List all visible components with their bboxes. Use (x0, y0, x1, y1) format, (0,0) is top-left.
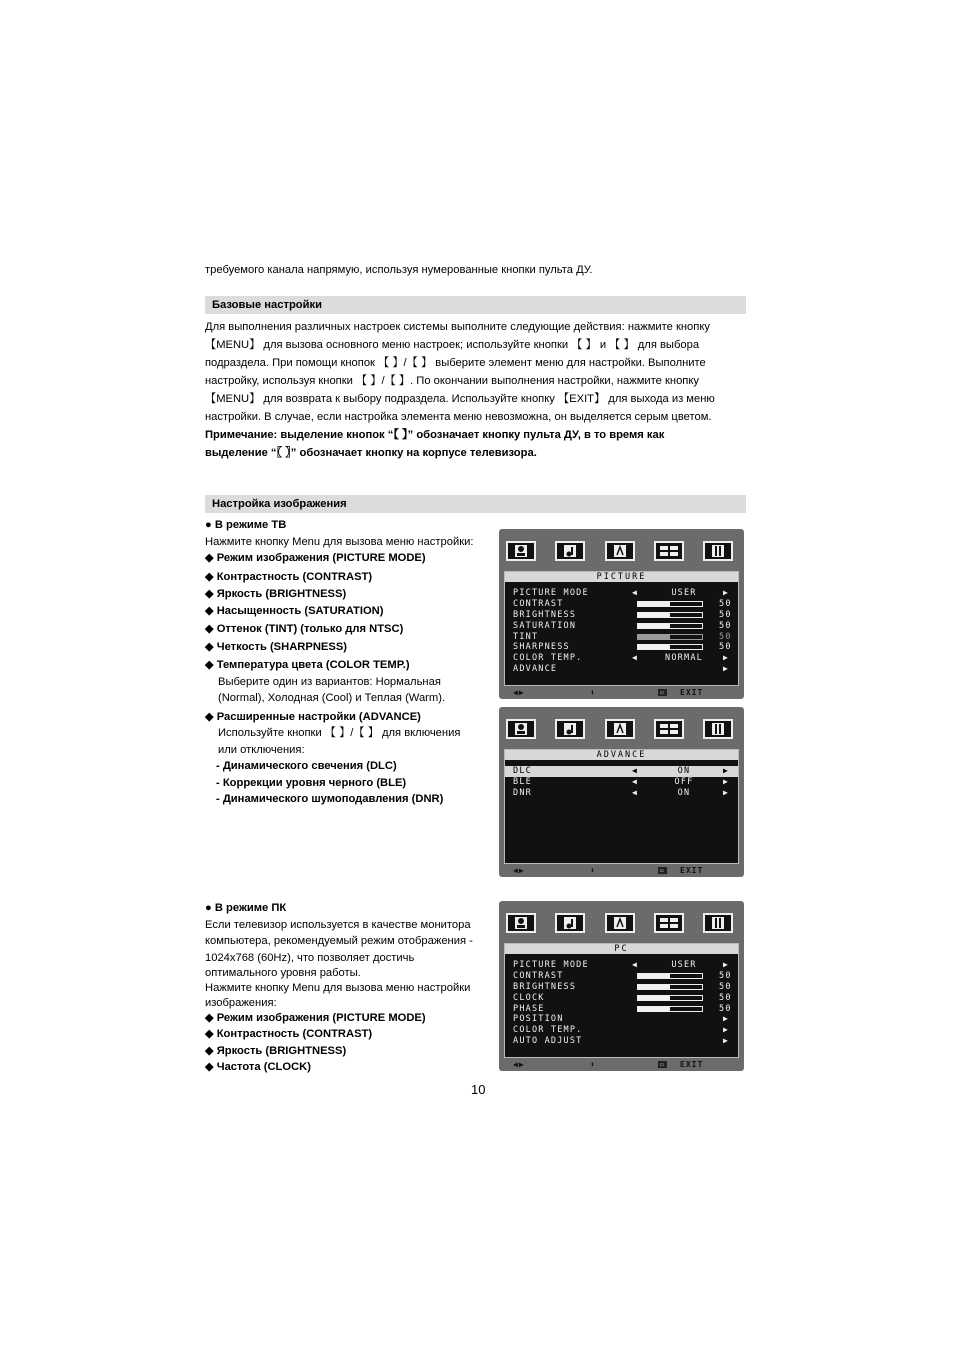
sub-item: - Динамического свечения (DLC) (216, 760, 397, 772)
list-item: ◆ Частота (CLOCK) (205, 1061, 311, 1073)
sub-item: - Динамического шумоподавления (DNR) (216, 793, 444, 805)
osd-title: ADVANCE (505, 750, 738, 760)
tv-mode-list (205, 517, 500, 808)
osd-menu-row[interactable] (505, 642, 738, 653)
osd-row-label: CLOCK (513, 992, 545, 1003)
section-title: Базовые настройки (212, 299, 322, 311)
setup-tab-icon[interactable] (703, 541, 733, 561)
osd-row-label: BRIGHTNESS (513, 981, 577, 992)
osd-slider[interactable] (637, 984, 703, 990)
sub-item: - Коррекции уровня черного (BLE) (216, 776, 407, 789)
right-arrow-icon[interactable]: ▶ (723, 1025, 730, 1035)
osd-menu-row[interactable] (505, 610, 738, 621)
list-item: ◆ Температура цвета (COLOR TEMP.) (205, 659, 410, 671)
note-line: Примечание: выделение кнопок “【 】” обозначает кнопку пульта ДУ, в то время как (205, 429, 665, 441)
osd-slider-fill (638, 985, 670, 989)
osd-footer (504, 865, 739, 876)
right-arrow-icon[interactable]: ▶ (723, 588, 730, 597)
picture-tab-icon[interactable] (506, 719, 536, 739)
pc-desc-line: компьютера, рекомендуемый режим отображения - (205, 935, 473, 947)
osd-menu-row[interactable] (505, 993, 738, 1004)
osd-menu-row[interactable] (505, 777, 738, 788)
osd-slider[interactable] (637, 634, 703, 640)
right-arrow-icon[interactable]: ▶ (723, 1036, 730, 1046)
pc-desc-line: изображения: (205, 996, 277, 1009)
paragraph-line: настройку, используя кнопки 【 】/【 】. По окончании выполнения настройки, нажмите кнопку (205, 375, 699, 387)
osd-menu-row[interactable] (505, 664, 738, 675)
section-header-basic (205, 296, 746, 314)
osd-tab-bar (499, 901, 744, 945)
osd-slider-value: 50 (719, 1003, 732, 1014)
osd-footer (504, 687, 739, 698)
osd-slider-value: 50 (719, 631, 732, 642)
right-arrow-icon[interactable]: ▶ (723, 960, 730, 969)
list-item: ◆ Контрастность (CONTRAST) (205, 1028, 373, 1040)
osd-slider-value: 50 (719, 992, 732, 1003)
list-item: ◆ Насыщенность (SATURATION) (205, 604, 384, 617)
osd-row-label: AUTO ADJUST (513, 1036, 583, 1047)
list-item-desc: Выберите один из вариантов: Нормальная (218, 675, 441, 688)
list-item-desc: или отключения: (218, 743, 305, 756)
list-item: ◆ Контрастность (CONTRAST) (205, 570, 373, 583)
right-arrow-icon[interactable]: ▶ (723, 787, 730, 797)
osd-pc-menu (499, 901, 744, 1071)
osd-slider-fill (638, 602, 670, 606)
osd-slider-value: 50 (719, 981, 732, 992)
pc-desc-line: Нажмите кнопку Menu для вызова меню настройки (205, 982, 471, 994)
osd-slider-value: 50 (719, 620, 732, 631)
left-arrow-icon[interactable]: ◀ (632, 787, 639, 797)
exit-hint[interactable]: EXIT (680, 866, 704, 875)
osd-menu-row[interactable] (505, 653, 738, 664)
osd-menu-row[interactable] (505, 788, 738, 799)
section-title: Настройка изображения (212, 498, 347, 510)
osd-row-value: USER (671, 588, 697, 598)
tv-intro: Нажмите кнопку Menu для вызова меню настройки: (205, 535, 474, 548)
osd-row-label: COLOR TEMP. (513, 1025, 583, 1036)
osd-title: PICTURE (505, 572, 738, 582)
list-item: ◆ Оттенок (TINT) (только для NTSC) (205, 623, 404, 635)
paragraph-line: подраздела. При помощи кнопок 【 】/【 】 выберите элемент меню для настройки. Выполните (205, 357, 706, 369)
up-down-arrows-icon: ⬍ (590, 1060, 596, 1069)
osd-tab-bar (499, 529, 744, 573)
osd-slider-value: 50 (719, 970, 732, 981)
intro-text: требуемого канала напрямую, используя нумерованные кнопки пульта ДУ. (205, 264, 593, 276)
osd-slider[interactable] (637, 995, 703, 1001)
osd-row-label: CONTRAST (513, 598, 564, 609)
osd-menu-row[interactable] (505, 599, 738, 610)
right-arrow-icon[interactable]: ▶ (723, 1014, 730, 1024)
osd-menu-row[interactable] (505, 588, 738, 599)
osd-row-label: PICTURE MODE (513, 588, 589, 598)
left-arrow-icon[interactable]: ◀ (632, 588, 639, 597)
osd-row-value: ON (677, 766, 691, 776)
osd-menu-row[interactable] (505, 1004, 738, 1015)
osd-row-value: OFF (674, 776, 694, 787)
osd-slider-fill (638, 974, 670, 978)
option-tab-icon[interactable] (654, 719, 684, 739)
option-tab-icon[interactable] (654, 913, 684, 933)
time-tab-icon[interactable] (605, 719, 635, 739)
left-arrow-icon[interactable]: ◀ (632, 776, 639, 786)
osd-slider[interactable] (637, 623, 703, 629)
picture-tab-icon[interactable] (506, 913, 536, 933)
list-item-desc: (Normal), Холодная (Cool) и Теплая (Warm). (218, 692, 446, 704)
osd-menu-row[interactable] (505, 971, 738, 982)
menu-key-icon: ▭ (660, 689, 665, 696)
list-item: ◆ Четкость (SHARPNESS) (205, 640, 348, 653)
section-header-picture (205, 495, 746, 513)
menu-key-icon: ▭ (660, 867, 665, 874)
page-number: 10 (471, 1082, 486, 1097)
osd-menu-row[interactable] (505, 982, 738, 993)
option-tab-icon[interactable] (654, 541, 684, 561)
osd-row-label: TINT (513, 631, 539, 642)
osd-advance-menu (499, 707, 744, 877)
osd-row-label: ADVANCE (513, 664, 558, 675)
left-right-arrows-icon: ◀▶ (513, 1060, 525, 1069)
up-down-arrows-icon: ⬍ (590, 866, 596, 875)
osd-slider-value: 50 (719, 598, 732, 609)
osd-row-value: USER (671, 960, 697, 970)
osd-row-label: BLE (513, 776, 532, 787)
osd-slider[interactable] (637, 601, 703, 607)
right-arrow-icon[interactable]: ▶ (723, 653, 730, 663)
list-item: ◆ Режим изображения (PICTURE MODE) (205, 552, 426, 564)
tv-mode-heading: ● В режиме ТВ (205, 519, 287, 531)
osd-row-label: COLOR TEMP. (513, 653, 583, 664)
osd-row-value: NORMAL (665, 653, 703, 664)
note-line: выделение “〖 〗” обозначает кнопку на корпусе телевизора. (205, 447, 537, 459)
sound-tab-icon[interactable] (555, 541, 585, 561)
sound-tab-icon[interactable] (555, 719, 585, 739)
osd-slider[interactable] (637, 644, 703, 650)
osd-slider-fill (638, 1007, 670, 1011)
osd-row-label: DLC (513, 766, 532, 776)
basic-settings-paragraph (205, 318, 750, 462)
left-arrow-icon[interactable]: ◀ (632, 653, 639, 663)
osd-menu-row[interactable] (505, 1025, 738, 1036)
osd-menu-row[interactable] (505, 632, 738, 643)
osd-slider-value: 50 (719, 642, 732, 653)
osd-row-label: PICTURE MODE (513, 960, 589, 970)
osd-menu-row[interactable] (505, 1014, 738, 1025)
pc-desc-line: Если телевизор используется в качестве монитора (205, 918, 471, 931)
menu-key-icon: ▭ (660, 1061, 665, 1068)
pc-mode-heading: ● В режиме ПК (205, 902, 287, 914)
osd-screen (504, 749, 739, 864)
osd-slider-fill (638, 645, 670, 649)
osd-row-label: BRIGHTNESS (513, 609, 577, 620)
osd-slider[interactable] (637, 973, 703, 979)
left-arrow-icon[interactable]: ◀ (632, 960, 639, 969)
osd-row-label: PHASE (513, 1003, 545, 1014)
exit-hint[interactable]: EXIT (680, 688, 704, 697)
osd-slider[interactable] (637, 1006, 703, 1012)
osd-row-label: POSITION (513, 1014, 564, 1025)
osd-footer (504, 1059, 739, 1070)
paragraph-line: 【MENU】 для возврата к выбору подраздела. Используйте кнопку 【EXIT】 для выхода из меню (205, 393, 715, 405)
osd-row-value: ON (677, 787, 691, 798)
osd-menu-row[interactable] (505, 1036, 738, 1047)
osd-row-label: SATURATION (513, 620, 577, 631)
right-arrow-icon[interactable]: ▶ (723, 776, 730, 786)
right-arrow-icon[interactable]: ▶ (723, 664, 730, 674)
pc-desc-line: оптимального уровня работы. (205, 967, 361, 979)
time-tab-icon[interactable] (605, 541, 635, 561)
list-item: ◆ Расширенные настройки (ADVANCE) (205, 710, 421, 723)
list-item: ◆ Режим изображения (PICTURE MODE) (205, 1011, 426, 1024)
osd-slider-value: 50 (719, 609, 732, 620)
osd-row-label: DNR (513, 787, 532, 798)
osd-slider-fill (638, 613, 670, 617)
pc-mode-list (205, 900, 500, 1076)
list-item-desc: Используйте кнопки 【 】/【 】 для включения (218, 727, 461, 739)
setup-tab-icon[interactable] (703, 913, 733, 933)
osd-menu-row[interactable] (505, 621, 738, 632)
paragraph-line: настройки. В случае, если настройка элемента меню невозможна, он выделяется серым цветом. (205, 411, 712, 423)
osd-title: PC (505, 944, 738, 954)
osd-slider-fill (638, 624, 670, 628)
list-item: ◆ Яркость (BRIGHTNESS) (205, 588, 347, 600)
paragraph-line: Для выполнения различных настроек системы выполните следующие действия: нажмите кнопку (205, 321, 710, 333)
osd-menu-row[interactable] (505, 766, 738, 777)
osd-row-label: SHARPNESS (513, 642, 570, 653)
time-tab-icon[interactable] (605, 913, 635, 933)
setup-tab-icon[interactable] (703, 719, 733, 739)
picture-tab-icon[interactable] (506, 541, 536, 561)
osd-slider-fill (638, 996, 670, 1000)
paragraph-line: 【MENU】 для вызова основного меню настроек; используйте кнопки 【 】 и 【 】 для выбора (205, 339, 700, 351)
up-down-arrows-icon: ⬍ (590, 688, 596, 697)
list-item: ◆ Яркость (BRIGHTNESS) (205, 1044, 347, 1057)
sound-tab-icon[interactable] (555, 913, 585, 933)
osd-screen (504, 943, 739, 1058)
osd-picture-menu (499, 529, 744, 699)
osd-row-label: CONTRAST (513, 970, 564, 981)
exit-hint[interactable]: EXIT (680, 1060, 704, 1069)
pc-desc-line: 1024x768 (60Hz), что позволяет достичь (205, 951, 415, 964)
osd-screen (504, 571, 739, 686)
left-right-arrows-icon: ◀▶ (513, 688, 525, 697)
osd-menu-row[interactable] (505, 960, 738, 971)
left-right-arrows-icon: ◀▶ (513, 866, 525, 875)
left-arrow-icon[interactable]: ◀ (632, 766, 639, 775)
osd-slider-fill (638, 635, 670, 639)
osd-slider[interactable] (637, 612, 703, 618)
osd-tab-bar (499, 707, 744, 751)
right-arrow-icon[interactable]: ▶ (723, 766, 730, 775)
